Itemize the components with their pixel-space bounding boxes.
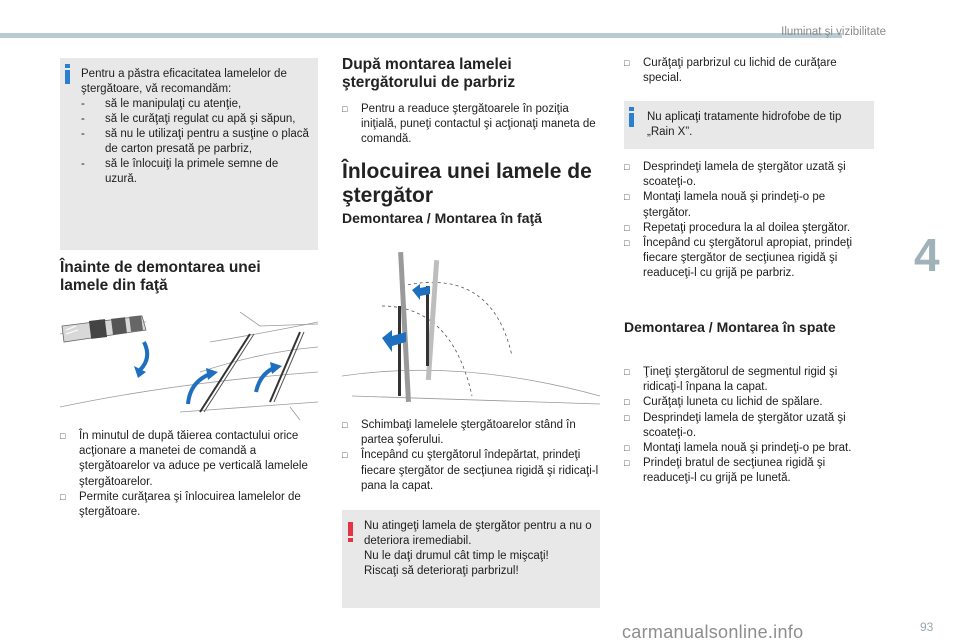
warning-text: Riscaţi să deterioraţi parbrizul! [364, 565, 519, 577]
info-icon [65, 64, 71, 84]
square-bullet-icon: □ [624, 192, 630, 203]
bullet-item: □ Montaţi lamela nouă şi prindeţi-o pe ştergător. [624, 191, 826, 219]
square-bullet-icon: □ [624, 162, 630, 172]
bullet-item: □ În minutul de după tăierea contactului orice acţionare a manetei de comandă a ştergătoarelor va aduce pe verticală lamelele ştergătoarelor. [60, 430, 308, 488]
note-item: să le manipulaţi cu atenţie, [105, 98, 242, 110]
square-bullet-icon: □ [624, 222, 630, 233]
section-title: Iluminat şi vizibilitate [781, 26, 886, 38]
square-bullet-icon: □ [624, 397, 630, 408]
note-item: să le înlocuiţi la primele semne de uzură. [105, 158, 279, 185]
section-heading: Înainte de demontarea unei lamele din faţă [60, 259, 261, 294]
bullet-item: □ Prindeţi bratul de secţiunea rigidă şi readuceţi-l cu grijă pe lunetă. [624, 457, 826, 485]
note-item: să nu le utilizaţi pentru a susţine o placă de carton presată pe parbriz, [105, 128, 309, 155]
info-note: Pentru a păstra eficacitatea lamelelor de ştergătoare, vă recomandăm: - să le manipulaţi cu atenţie, - să le curăţaţi regulat cu apă şi săpun, - să nu le utilizaţi pentru a susţine o placă de carton presată pe parbriz, - să le înlocuiţi la primele semne de uzură. [60, 58, 318, 250]
square-bullet-icon: □ [60, 491, 66, 502]
warning-note [342, 510, 600, 608]
bullet-item: □ Repetaţi procedura la al doilea ştergător. [624, 221, 876, 236]
warning-text: Nu le daţi drumul cât timp le mişcaţi! [364, 550, 549, 562]
wiper-lever-illustration [60, 312, 318, 420]
watermark: carmanualsonline.info [622, 622, 804, 642]
bullet-item: □ Schimbaţi lamelele ştergătoarelor stând în partea şoferului. [342, 419, 576, 447]
bullet-item: □ Curăţaţi parbrizul cu lichid de curăţare special. [624, 57, 837, 85]
square-bullet-icon: □ [342, 420, 348, 430]
bullet-item: □ Montaţi lamela nouă şi prindeţi-o pe brat. [624, 441, 876, 456]
square-bullet-icon: □ [624, 367, 630, 377]
note-item: să le curăţaţi regulat cu apă şi săpun, [105, 113, 296, 125]
square-bullet-icon: □ [624, 58, 630, 68]
subheading: Demontarea / Montarea în spate [624, 319, 836, 335]
note-text: Nu aplicaţi tratamente hidrofobe de tip „Rain X”. [647, 111, 842, 138]
bullet-item: □ Curăţaţi luneta cu lichid de spălare. [624, 395, 876, 410]
bullet-item: □ Desprindeţi lamela de ştergător uzată şi scoateţi-o. [624, 161, 846, 189]
front-wiper-illustration [342, 246, 600, 408]
note-intro: Pentru a păstra eficacitatea lamelelor de ştergătoare, vă recomandăm: [81, 68, 287, 95]
chapter-number: 4 [914, 229, 940, 281]
page-title: Înlocuirea unei lamele de ştergător [342, 160, 592, 207]
bullet-item: □ Desprindeţi lamela de ştergător uzată şi scoateţi-o. [624, 411, 846, 439]
square-bullet-icon: □ [624, 412, 630, 423]
header-bar [0, 33, 842, 38]
bullet-item: □ Începând cu ştergătorul apropiat, prindeţi fiecare ştergător de secţiunea rigidă şi readuceţi-l cu grijă pe parbriz. [624, 237, 853, 280]
square-bullet-icon: □ [342, 104, 348, 114]
bullet-item: □ Ţineţi ştergătorul de segmentul rigid şi ridicaţi-l înpana la capat. [624, 366, 838, 394]
info-icon [629, 107, 635, 127]
square-bullet-icon: □ [342, 450, 348, 461]
bullet-item: □ Permite curăţarea şi înlocuirea lamelelor de ştergătoare. [60, 490, 301, 519]
page-number: 93 [920, 620, 934, 634]
warning-icon [348, 522, 354, 544]
bullet-item: □ Începând cu ştergătorul îndepărtat, prindeţi fiecare ştergător de secţiunea rigidă şi ridicaţi-l pana la capat. [342, 449, 599, 492]
section-heading: După montarea lamelei ştergătorului de parbriz [342, 56, 516, 91]
square-bullet-icon: □ [624, 458, 630, 469]
square-bullet-icon: □ [624, 238, 630, 249]
warning-text: Nu atingeţi lamela de ştergător pentru a nu o deteriora iremediabil. [364, 520, 592, 547]
square-bullet-icon: □ [624, 443, 630, 454]
subheading: Demontarea / Montarea în faţă [342, 210, 542, 226]
square-bullet-icon: □ [60, 431, 66, 441]
info-note [624, 101, 874, 149]
bullet-item: □ Pentru a readuce ştergătoarele în poziţia iniţială, puneţi contactul şi acţionaţi maneta de comandă. [342, 103, 596, 146]
